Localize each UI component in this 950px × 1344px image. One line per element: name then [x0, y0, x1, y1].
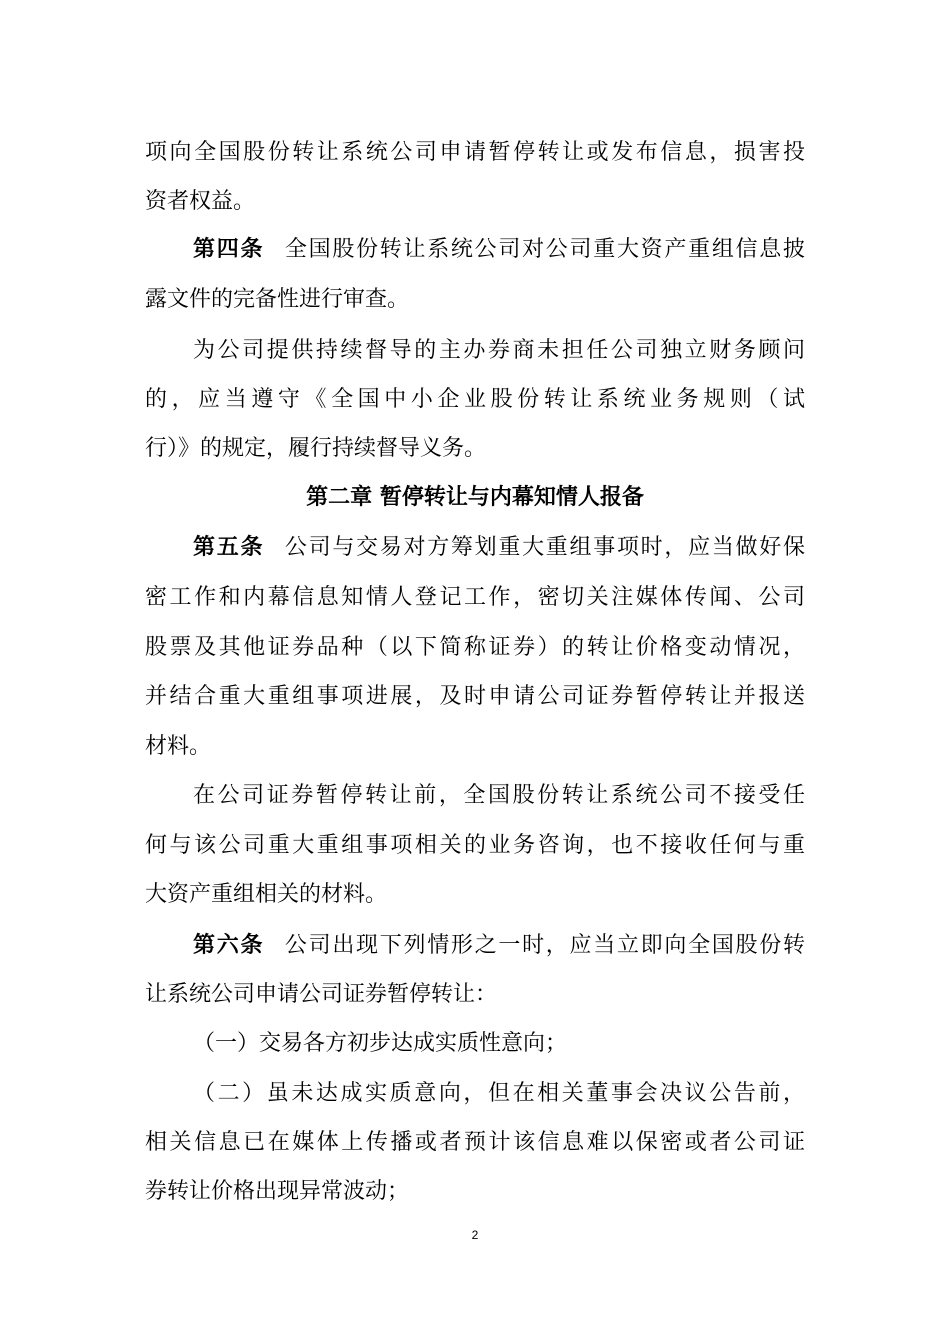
paragraph-line: 项向全国股份转让系统公司申请暂停转让或发布信息，损害投 [145, 140, 805, 165]
article-5-text: 公司与交易对方筹划重大重组事项时，应当做好保 [284, 535, 805, 560]
article-4-line [193, 234, 805, 266]
paragraph-line: 材料。 [145, 734, 212, 759]
paragraph-line: 资者权益。 [145, 189, 256, 214]
paragraph-line: 让系统公司申请公司证券暂停转让： [145, 982, 498, 1007]
article-5-title: 第五条 [193, 535, 265, 560]
paragraph-line: 大资产重组相关的材料。 [145, 882, 388, 907]
paragraph-line: 的，应当遵守《全国中小企业股份转让系统业务规则（试 [145, 387, 805, 412]
article-6-line [193, 930, 805, 962]
article-5-line [193, 532, 805, 564]
article-4-title: 第四条 [193, 237, 265, 262]
paragraph-line: 密工作和内幕信息知情人登记工作，密切关注媒体传闻、公司 [145, 585, 805, 610]
article-4-text: 全国股份转让系统公司对公司重大资产重组信息披 [284, 237, 805, 262]
list-item: （一）交易各方初步达成实质性意向； [193, 1031, 568, 1056]
page-number: 2 [471, 1228, 479, 1242]
paragraph-line: 在公司证券暂停转让前，全国股份转让系统公司不接受任 [193, 783, 805, 808]
paragraph-line: 行）》的规定，履行持续督导义务。 [145, 436, 487, 461]
paragraph-line: 为公司提供持续督导的主办券商未担任公司独立财务顾问 [193, 338, 805, 363]
article-6-title: 第六条 [193, 933, 265, 958]
paragraph-line: 相关信息已在媒体上传播或者预计该信息难以保密或者公司证 [145, 1130, 805, 1155]
paragraph-line: 股票及其他证券品种（以下简称证券）的转让价格变动情况， [145, 635, 805, 660]
paragraph-line: 何与该公司重大重组事项相关的业务咨询，也不接收任何与重 [145, 833, 805, 858]
article-6-text: 公司出现下列情形之一时，应当立即向全国股份转 [284, 933, 805, 958]
paragraph-line: 露文件的完备性进行审查。 [145, 287, 410, 312]
chapter-heading: 第二章 暂停转让与内幕知情人报备 [306, 485, 644, 510]
paragraph-line: 券转让价格出现异常波动； [145, 1179, 410, 1204]
paragraph-line: 并结合重大重组事项进展，及时申请公司证券暂停转让并报送 [145, 684, 805, 709]
list-item: （二）虽未达成实质意向，但在相关董事会决议公告前， [193, 1081, 805, 1106]
